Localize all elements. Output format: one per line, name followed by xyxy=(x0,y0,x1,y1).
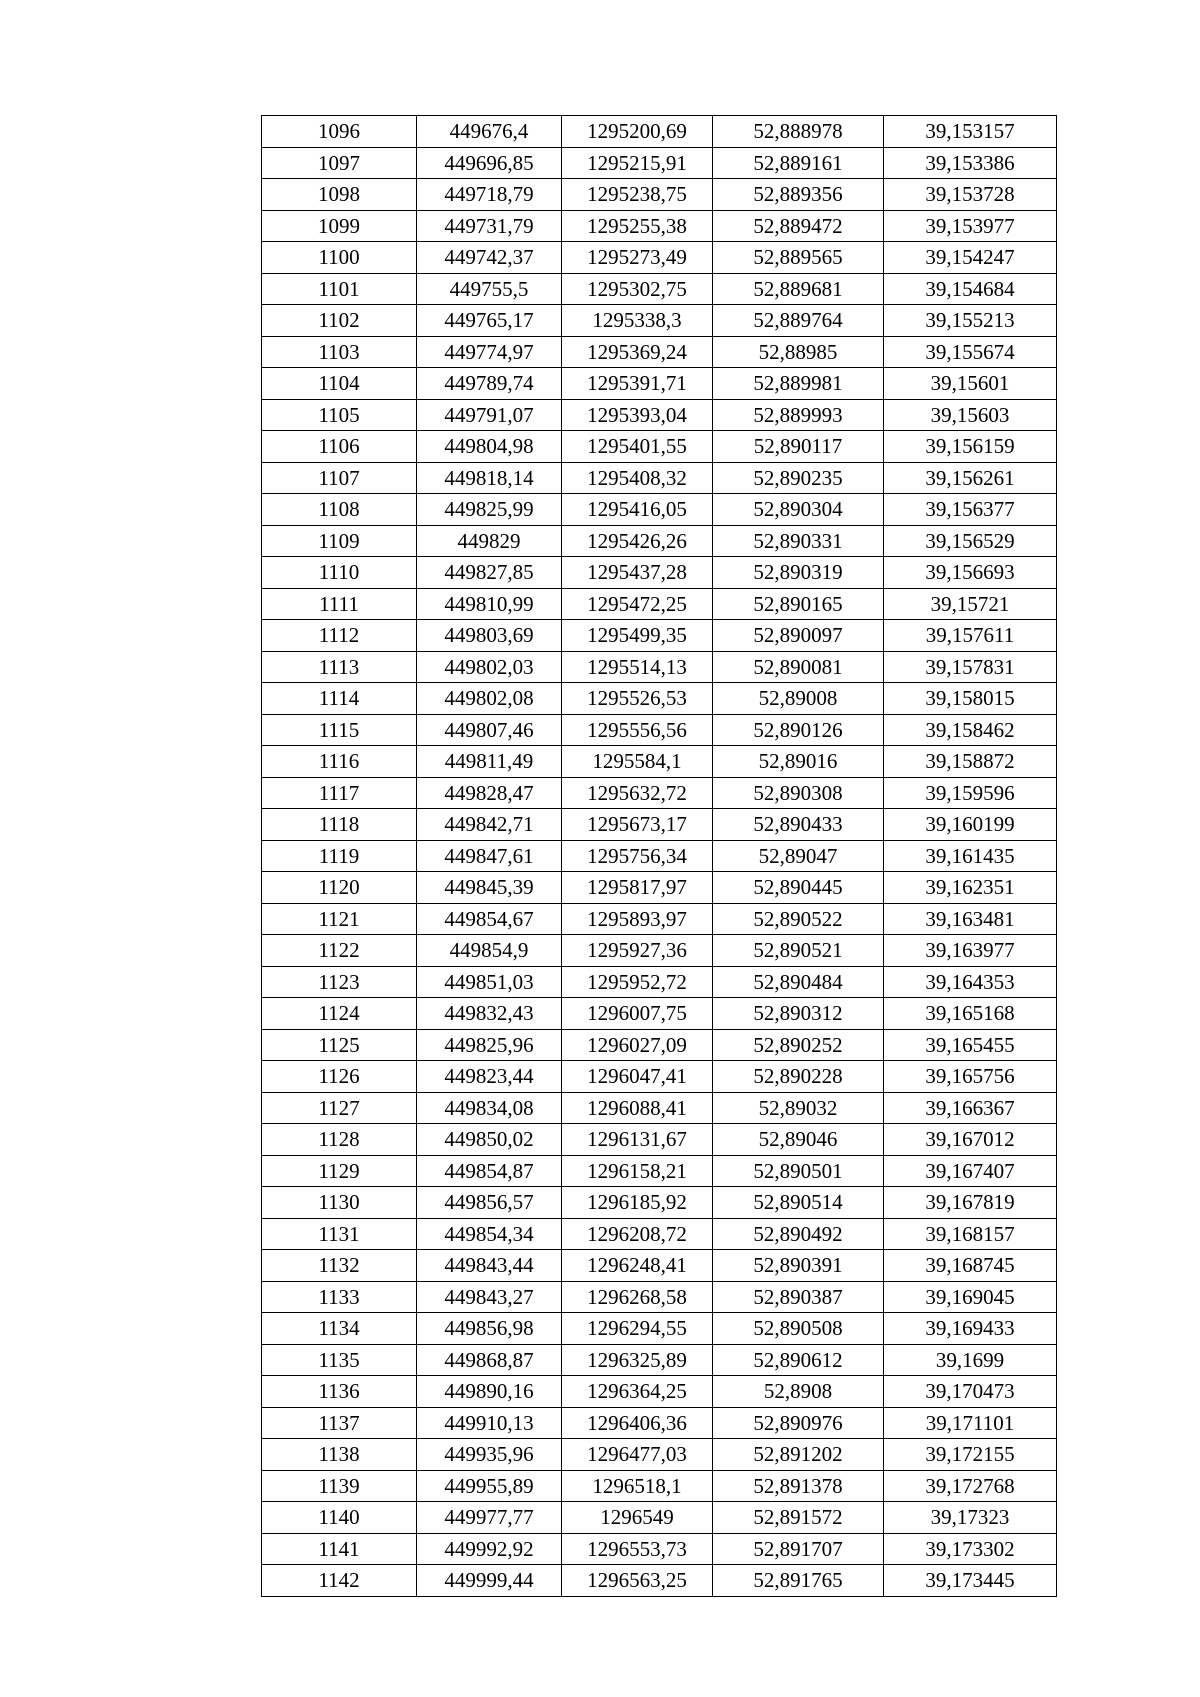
y-coordinate-cell: 1295756,34 xyxy=(562,840,713,872)
point-number-cell: 1120 xyxy=(262,872,417,904)
x-coordinate-cell: 449818,14 xyxy=(417,462,562,494)
point-number-cell: 1124 xyxy=(262,998,417,1030)
y-coordinate-cell: 1296027,09 xyxy=(562,1029,713,1061)
point-number-cell: 1105 xyxy=(262,399,417,431)
y-coordinate-cell: 1296477,03 xyxy=(562,1439,713,1471)
y-coordinate-cell: 1295584,1 xyxy=(562,746,713,778)
latitude-cell: 52,889356 xyxy=(713,179,884,211)
y-coordinate-cell: 1295416,05 xyxy=(562,494,713,526)
longitude-cell: 39,164353 xyxy=(884,966,1057,998)
longitude-cell: 39,158015 xyxy=(884,683,1057,715)
latitude-cell: 52,890312 xyxy=(713,998,884,1030)
y-coordinate-cell: 1296294,55 xyxy=(562,1313,713,1345)
latitude-cell: 52,89047 xyxy=(713,840,884,872)
longitude-cell: 39,172155 xyxy=(884,1439,1057,1471)
y-coordinate-cell: 1295437,28 xyxy=(562,557,713,589)
latitude-cell: 52,890484 xyxy=(713,966,884,998)
latitude-cell: 52,890308 xyxy=(713,777,884,809)
table-row xyxy=(262,210,1057,242)
longitude-cell: 39,172768 xyxy=(884,1470,1057,1502)
x-coordinate-cell: 449823,44 xyxy=(417,1061,562,1093)
x-coordinate-cell: 449890,16 xyxy=(417,1376,562,1408)
table-row xyxy=(262,431,1057,463)
x-coordinate-cell: 449868,87 xyxy=(417,1344,562,1376)
coordinates-table-body xyxy=(262,116,1057,1597)
table-row xyxy=(262,840,1057,872)
table-row xyxy=(262,494,1057,526)
y-coordinate-cell: 1296158,21 xyxy=(562,1155,713,1187)
point-number-cell: 1119 xyxy=(262,840,417,872)
latitude-cell: 52,8908 xyxy=(713,1376,884,1408)
x-coordinate-cell: 449742,37 xyxy=(417,242,562,274)
x-coordinate-cell: 449850,02 xyxy=(417,1124,562,1156)
y-coordinate-cell: 1295391,71 xyxy=(562,368,713,400)
y-coordinate-cell: 1295393,04 xyxy=(562,399,713,431)
latitude-cell: 52,890331 xyxy=(713,525,884,557)
x-coordinate-cell: 449825,96 xyxy=(417,1029,562,1061)
point-number-cell: 1136 xyxy=(262,1376,417,1408)
table-row xyxy=(262,273,1057,305)
longitude-cell: 39,167407 xyxy=(884,1155,1057,1187)
y-coordinate-cell: 1295401,55 xyxy=(562,431,713,463)
point-number-cell: 1135 xyxy=(262,1344,417,1376)
table-row xyxy=(262,1439,1057,1471)
longitude-cell: 39,163977 xyxy=(884,935,1057,967)
y-coordinate-cell: 1296518,1 xyxy=(562,1470,713,1502)
latitude-cell: 52,890522 xyxy=(713,903,884,935)
x-coordinate-cell: 449842,71 xyxy=(417,809,562,841)
longitude-cell: 39,168157 xyxy=(884,1218,1057,1250)
point-number-cell: 1142 xyxy=(262,1565,417,1597)
longitude-cell: 39,160199 xyxy=(884,809,1057,841)
point-number-cell: 1116 xyxy=(262,746,417,778)
latitude-cell: 52,890521 xyxy=(713,935,884,967)
point-number-cell: 1100 xyxy=(262,242,417,274)
table-row xyxy=(262,651,1057,683)
point-number-cell: 1108 xyxy=(262,494,417,526)
point-number-cell: 1101 xyxy=(262,273,417,305)
point-number-cell: 1098 xyxy=(262,179,417,211)
latitude-cell: 52,890117 xyxy=(713,431,884,463)
point-number-cell: 1110 xyxy=(262,557,417,589)
point-number-cell: 1097 xyxy=(262,147,417,179)
x-coordinate-cell: 449851,03 xyxy=(417,966,562,998)
latitude-cell: 52,890252 xyxy=(713,1029,884,1061)
table-row xyxy=(262,746,1057,778)
longitude-cell: 39,15721 xyxy=(884,588,1057,620)
latitude-cell: 52,890501 xyxy=(713,1155,884,1187)
y-coordinate-cell: 1295632,72 xyxy=(562,777,713,809)
x-coordinate-cell: 449774,97 xyxy=(417,336,562,368)
y-coordinate-cell: 1296325,89 xyxy=(562,1344,713,1376)
longitude-cell: 39,153157 xyxy=(884,116,1057,148)
y-coordinate-cell: 1295215,91 xyxy=(562,147,713,179)
latitude-cell: 52,890391 xyxy=(713,1250,884,1282)
point-number-cell: 1121 xyxy=(262,903,417,935)
longitude-cell: 39,161435 xyxy=(884,840,1057,872)
table-row xyxy=(262,336,1057,368)
longitude-cell: 39,156159 xyxy=(884,431,1057,463)
point-number-cell: 1112 xyxy=(262,620,417,652)
point-number-cell: 1102 xyxy=(262,305,417,337)
longitude-cell: 39,17323 xyxy=(884,1502,1057,1534)
table-row xyxy=(262,1344,1057,1376)
longitude-cell: 39,169433 xyxy=(884,1313,1057,1345)
y-coordinate-cell: 1296549 xyxy=(562,1502,713,1534)
x-coordinate-cell: 449955,89 xyxy=(417,1470,562,1502)
x-coordinate-cell: 449843,27 xyxy=(417,1281,562,1313)
point-number-cell: 1134 xyxy=(262,1313,417,1345)
latitude-cell: 52,89046 xyxy=(713,1124,884,1156)
point-number-cell: 1126 xyxy=(262,1061,417,1093)
y-coordinate-cell: 1295369,24 xyxy=(562,336,713,368)
longitude-cell: 39,153728 xyxy=(884,179,1057,211)
latitude-cell: 52,89032 xyxy=(713,1092,884,1124)
table-row xyxy=(262,1029,1057,1061)
x-coordinate-cell: 449854,67 xyxy=(417,903,562,935)
table-row xyxy=(262,179,1057,211)
point-number-cell: 1128 xyxy=(262,1124,417,1156)
latitude-cell: 52,890514 xyxy=(713,1187,884,1219)
latitude-cell: 52,889161 xyxy=(713,147,884,179)
latitude-cell: 52,890433 xyxy=(713,809,884,841)
table-row xyxy=(262,714,1057,746)
latitude-cell: 52,888978 xyxy=(713,116,884,148)
y-coordinate-cell: 1296185,92 xyxy=(562,1187,713,1219)
y-coordinate-cell: 1296131,67 xyxy=(562,1124,713,1156)
x-coordinate-cell: 449856,57 xyxy=(417,1187,562,1219)
latitude-cell: 52,89016 xyxy=(713,746,884,778)
x-coordinate-cell: 449834,08 xyxy=(417,1092,562,1124)
latitude-cell: 52,890319 xyxy=(713,557,884,589)
table-row xyxy=(262,368,1057,400)
point-number-cell: 1117 xyxy=(262,777,417,809)
x-coordinate-cell: 449829 xyxy=(417,525,562,557)
longitude-cell: 39,173445 xyxy=(884,1565,1057,1597)
x-coordinate-cell: 449935,96 xyxy=(417,1439,562,1471)
y-coordinate-cell: 1296406,36 xyxy=(562,1407,713,1439)
y-coordinate-cell: 1296208,72 xyxy=(562,1218,713,1250)
latitude-cell: 52,89008 xyxy=(713,683,884,715)
point-number-cell: 1115 xyxy=(262,714,417,746)
point-number-cell: 1113 xyxy=(262,651,417,683)
x-coordinate-cell: 449731,79 xyxy=(417,210,562,242)
longitude-cell: 39,173302 xyxy=(884,1533,1057,1565)
table-row xyxy=(262,683,1057,715)
y-coordinate-cell: 1296047,41 xyxy=(562,1061,713,1093)
table-row xyxy=(262,1187,1057,1219)
x-coordinate-cell: 449828,47 xyxy=(417,777,562,809)
x-coordinate-cell: 449802,03 xyxy=(417,651,562,683)
longitude-cell: 39,155674 xyxy=(884,336,1057,368)
x-coordinate-cell: 449696,85 xyxy=(417,147,562,179)
table-row xyxy=(262,1092,1057,1124)
latitude-cell: 52,889565 xyxy=(713,242,884,274)
y-coordinate-cell: 1295472,25 xyxy=(562,588,713,620)
x-coordinate-cell: 449854,9 xyxy=(417,935,562,967)
longitude-cell: 39,165168 xyxy=(884,998,1057,1030)
y-coordinate-cell: 1295426,26 xyxy=(562,525,713,557)
y-coordinate-cell: 1295673,17 xyxy=(562,809,713,841)
y-coordinate-cell: 1295255,38 xyxy=(562,210,713,242)
table-row xyxy=(262,903,1057,935)
table-row xyxy=(262,116,1057,148)
y-coordinate-cell: 1295514,13 xyxy=(562,651,713,683)
longitude-cell: 39,156261 xyxy=(884,462,1057,494)
y-coordinate-cell: 1295927,36 xyxy=(562,935,713,967)
point-number-cell: 1099 xyxy=(262,210,417,242)
longitude-cell: 39,1699 xyxy=(884,1344,1057,1376)
x-coordinate-cell: 449810,99 xyxy=(417,588,562,620)
y-coordinate-cell: 1295893,97 xyxy=(562,903,713,935)
table-row xyxy=(262,620,1057,652)
latitude-cell: 52,890304 xyxy=(713,494,884,526)
y-coordinate-cell: 1295556,56 xyxy=(562,714,713,746)
x-coordinate-cell: 449789,74 xyxy=(417,368,562,400)
table-row xyxy=(262,1124,1057,1156)
longitude-cell: 39,15603 xyxy=(884,399,1057,431)
point-number-cell: 1123 xyxy=(262,966,417,998)
point-number-cell: 1132 xyxy=(262,1250,417,1282)
y-coordinate-cell: 1295338,3 xyxy=(562,305,713,337)
point-number-cell: 1138 xyxy=(262,1439,417,1471)
point-number-cell: 1130 xyxy=(262,1187,417,1219)
table-row xyxy=(262,1565,1057,1597)
x-coordinate-cell: 449977,77 xyxy=(417,1502,562,1534)
table-row xyxy=(262,1502,1057,1534)
table-row xyxy=(262,1218,1057,1250)
latitude-cell: 52,890228 xyxy=(713,1061,884,1093)
longitude-cell: 39,165756 xyxy=(884,1061,1057,1093)
table-row xyxy=(262,935,1057,967)
table-row xyxy=(262,1250,1057,1282)
point-number-cell: 1107 xyxy=(262,462,417,494)
latitude-cell: 52,890492 xyxy=(713,1218,884,1250)
y-coordinate-cell: 1296553,73 xyxy=(562,1533,713,1565)
x-coordinate-cell: 449803,69 xyxy=(417,620,562,652)
table-row xyxy=(262,462,1057,494)
point-number-cell: 1140 xyxy=(262,1502,417,1534)
x-coordinate-cell: 449791,07 xyxy=(417,399,562,431)
table-row xyxy=(262,557,1057,589)
x-coordinate-cell: 449804,98 xyxy=(417,431,562,463)
x-coordinate-cell: 449825,99 xyxy=(417,494,562,526)
latitude-cell: 52,891202 xyxy=(713,1439,884,1471)
longitude-cell: 39,154684 xyxy=(884,273,1057,305)
latitude-cell: 52,890235 xyxy=(713,462,884,494)
table-row xyxy=(262,1376,1057,1408)
latitude-cell: 52,88985 xyxy=(713,336,884,368)
longitude-cell: 39,167012 xyxy=(884,1124,1057,1156)
x-coordinate-cell: 449845,39 xyxy=(417,872,562,904)
x-coordinate-cell: 449847,61 xyxy=(417,840,562,872)
latitude-cell: 52,891707 xyxy=(713,1533,884,1565)
latitude-cell: 52,890508 xyxy=(713,1313,884,1345)
table-row xyxy=(262,1155,1057,1187)
y-coordinate-cell: 1296563,25 xyxy=(562,1565,713,1597)
table-row xyxy=(262,399,1057,431)
latitude-cell: 52,889981 xyxy=(713,368,884,400)
latitude-cell: 52,891572 xyxy=(713,1502,884,1534)
point-number-cell: 1118 xyxy=(262,809,417,841)
longitude-cell: 39,170473 xyxy=(884,1376,1057,1408)
point-number-cell: 1137 xyxy=(262,1407,417,1439)
x-coordinate-cell: 449807,46 xyxy=(417,714,562,746)
table-row xyxy=(262,147,1057,179)
latitude-cell: 52,890387 xyxy=(713,1281,884,1313)
table-row xyxy=(262,525,1057,557)
latitude-cell: 52,891378 xyxy=(713,1470,884,1502)
point-number-cell: 1125 xyxy=(262,1029,417,1061)
latitude-cell: 52,890976 xyxy=(713,1407,884,1439)
latitude-cell: 52,890165 xyxy=(713,588,884,620)
x-coordinate-cell: 449811,49 xyxy=(417,746,562,778)
table-row xyxy=(262,1061,1057,1093)
x-coordinate-cell: 449992,92 xyxy=(417,1533,562,1565)
y-coordinate-cell: 1295408,32 xyxy=(562,462,713,494)
point-number-cell: 1106 xyxy=(262,431,417,463)
x-coordinate-cell: 449676,4 xyxy=(417,116,562,148)
table-row xyxy=(262,872,1057,904)
table-row xyxy=(262,998,1057,1030)
y-coordinate-cell: 1295817,97 xyxy=(562,872,713,904)
longitude-cell: 39,169045 xyxy=(884,1281,1057,1313)
y-coordinate-cell: 1296248,41 xyxy=(562,1250,713,1282)
longitude-cell: 39,158462 xyxy=(884,714,1057,746)
longitude-cell: 39,159596 xyxy=(884,777,1057,809)
longitude-cell: 39,165455 xyxy=(884,1029,1057,1061)
latitude-cell: 52,889993 xyxy=(713,399,884,431)
longitude-cell: 39,166367 xyxy=(884,1092,1057,1124)
point-number-cell: 1109 xyxy=(262,525,417,557)
table-row xyxy=(262,1407,1057,1439)
coordinates-table xyxy=(261,115,1057,1597)
point-number-cell: 1104 xyxy=(262,368,417,400)
longitude-cell: 39,157831 xyxy=(884,651,1057,683)
latitude-cell: 52,890081 xyxy=(713,651,884,683)
table-row xyxy=(262,1313,1057,1345)
table-row xyxy=(262,966,1057,998)
point-number-cell: 1096 xyxy=(262,116,417,148)
y-coordinate-cell: 1296088,41 xyxy=(562,1092,713,1124)
point-number-cell: 1111 xyxy=(262,588,417,620)
y-coordinate-cell: 1295952,72 xyxy=(562,966,713,998)
y-coordinate-cell: 1295302,75 xyxy=(562,273,713,305)
longitude-cell: 39,163481 xyxy=(884,903,1057,935)
x-coordinate-cell: 449832,43 xyxy=(417,998,562,1030)
longitude-cell: 39,15601 xyxy=(884,368,1057,400)
point-number-cell: 1129 xyxy=(262,1155,417,1187)
x-coordinate-cell: 449765,17 xyxy=(417,305,562,337)
longitude-cell: 39,154247 xyxy=(884,242,1057,274)
table-row xyxy=(262,1470,1057,1502)
y-coordinate-cell: 1295200,69 xyxy=(562,116,713,148)
longitude-cell: 39,153977 xyxy=(884,210,1057,242)
longitude-cell: 39,157611 xyxy=(884,620,1057,652)
table-row xyxy=(262,1533,1057,1565)
longitude-cell: 39,156377 xyxy=(884,494,1057,526)
y-coordinate-cell: 1296364,25 xyxy=(562,1376,713,1408)
point-number-cell: 1131 xyxy=(262,1218,417,1250)
x-coordinate-cell: 449802,08 xyxy=(417,683,562,715)
latitude-cell: 52,890097 xyxy=(713,620,884,652)
latitude-cell: 52,890612 xyxy=(713,1344,884,1376)
y-coordinate-cell: 1296007,75 xyxy=(562,998,713,1030)
point-number-cell: 1133 xyxy=(262,1281,417,1313)
y-coordinate-cell: 1296268,58 xyxy=(562,1281,713,1313)
y-coordinate-cell: 1295273,49 xyxy=(562,242,713,274)
latitude-cell: 52,890126 xyxy=(713,714,884,746)
point-number-cell: 1139 xyxy=(262,1470,417,1502)
x-coordinate-cell: 449755,5 xyxy=(417,273,562,305)
table-row xyxy=(262,242,1057,274)
x-coordinate-cell: 449856,98 xyxy=(417,1313,562,1345)
x-coordinate-cell: 449854,34 xyxy=(417,1218,562,1250)
latitude-cell: 52,889681 xyxy=(713,273,884,305)
longitude-cell: 39,156529 xyxy=(884,525,1057,557)
point-number-cell: 1114 xyxy=(262,683,417,715)
y-coordinate-cell: 1295526,53 xyxy=(562,683,713,715)
y-coordinate-cell: 1295499,35 xyxy=(562,620,713,652)
table-row xyxy=(262,1281,1057,1313)
latitude-cell: 52,891765 xyxy=(713,1565,884,1597)
y-coordinate-cell: 1295238,75 xyxy=(562,179,713,211)
point-number-cell: 1103 xyxy=(262,336,417,368)
x-coordinate-cell: 449999,44 xyxy=(417,1565,562,1597)
point-number-cell: 1127 xyxy=(262,1092,417,1124)
longitude-cell: 39,156693 xyxy=(884,557,1057,589)
longitude-cell: 39,153386 xyxy=(884,147,1057,179)
x-coordinate-cell: 449843,44 xyxy=(417,1250,562,1282)
longitude-cell: 39,167819 xyxy=(884,1187,1057,1219)
table-row xyxy=(262,809,1057,841)
longitude-cell: 39,155213 xyxy=(884,305,1057,337)
latitude-cell: 52,890445 xyxy=(713,872,884,904)
x-coordinate-cell: 449910,13 xyxy=(417,1407,562,1439)
table-row xyxy=(262,305,1057,337)
longitude-cell: 39,158872 xyxy=(884,746,1057,778)
table-row xyxy=(262,777,1057,809)
longitude-cell: 39,168745 xyxy=(884,1250,1057,1282)
x-coordinate-cell: 449827,85 xyxy=(417,557,562,589)
latitude-cell: 52,889472 xyxy=(713,210,884,242)
point-number-cell: 1141 xyxy=(262,1533,417,1565)
latitude-cell: 52,889764 xyxy=(713,305,884,337)
longitude-cell: 39,162351 xyxy=(884,872,1057,904)
x-coordinate-cell: 449854,87 xyxy=(417,1155,562,1187)
x-coordinate-cell: 449718,79 xyxy=(417,179,562,211)
table-row xyxy=(262,588,1057,620)
longitude-cell: 39,171101 xyxy=(884,1407,1057,1439)
point-number-cell: 1122 xyxy=(262,935,417,967)
